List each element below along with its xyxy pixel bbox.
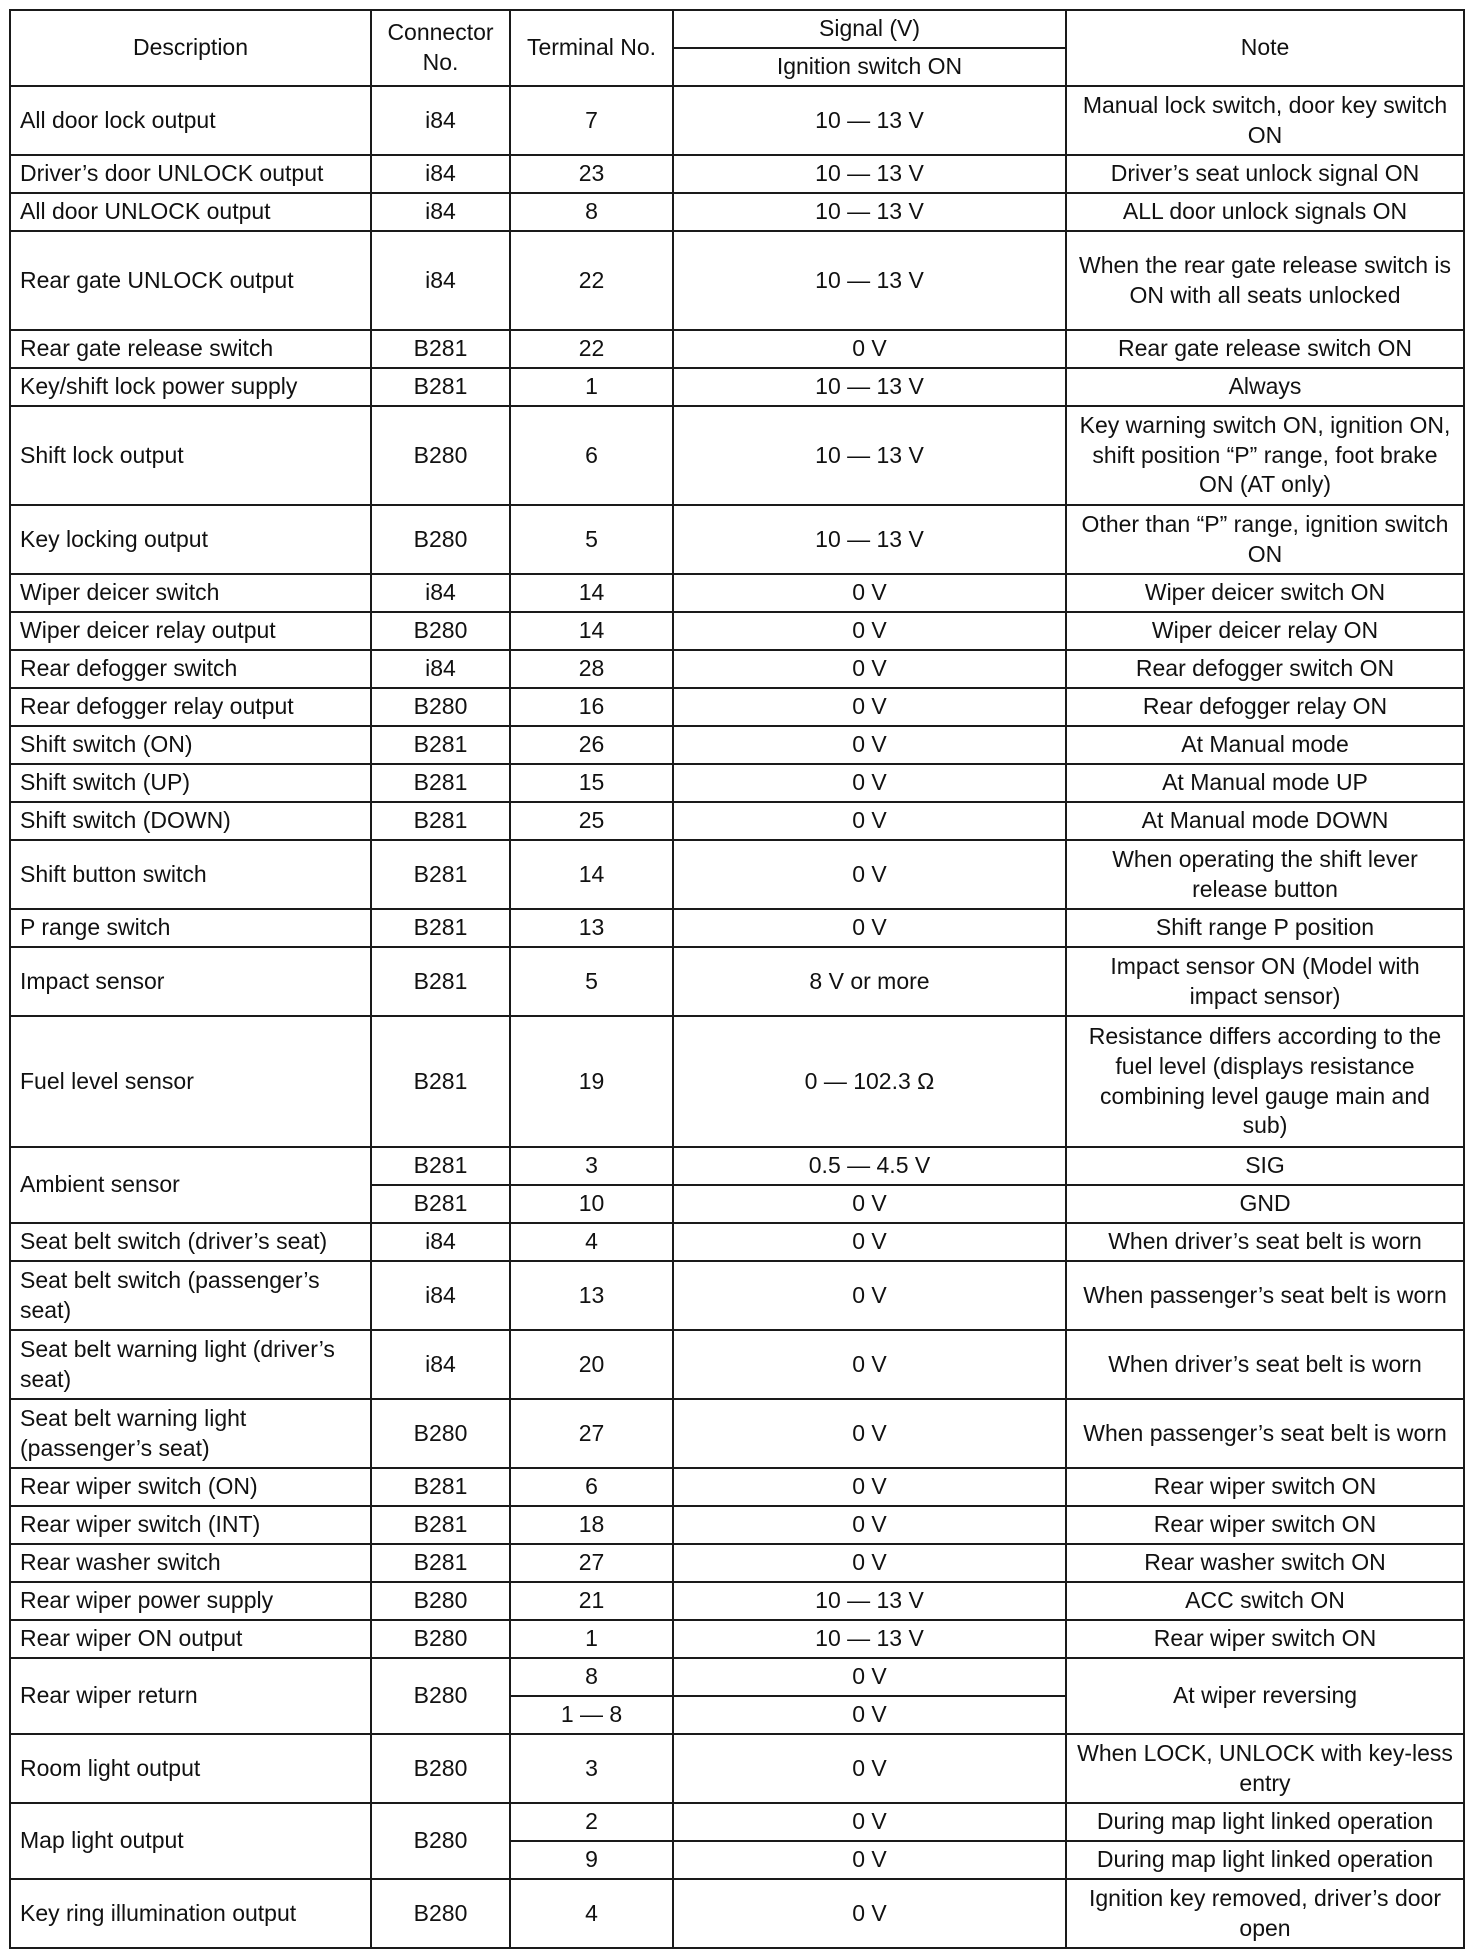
cell-note: Impact sensor ON (Model with impact sensor) (1066, 947, 1464, 1016)
header-signal-condition: Ignition switch ON (673, 48, 1066, 86)
cell-signal: 0 V (673, 1696, 1066, 1734)
cell-terminal: 5 (510, 947, 673, 1016)
cell-description: Rear wiper switch (INT) (10, 1506, 371, 1544)
cell-terminal: 4 (510, 1879, 673, 1948)
cell-note: At Manual mode (1066, 726, 1464, 764)
cell-description: Driver’s door UNLOCK output (10, 155, 371, 193)
cell-connector: B280 (371, 612, 510, 650)
cell-signal: 0 — 102.3 Ω (673, 1016, 1066, 1147)
table-row (10, 1506, 1464, 1544)
table-row (10, 1468, 1464, 1506)
cell-terminal: 28 (510, 650, 673, 688)
cell-note: When LOCK, UNLOCK with key-less entry (1066, 1734, 1464, 1803)
table-row (10, 155, 1464, 193)
table-row (10, 1620, 1464, 1658)
cell-terminal: 6 (510, 406, 673, 505)
cell-terminal: 19 (510, 1016, 673, 1147)
cell-connector: B281 (371, 764, 510, 802)
cell-terminal: 22 (510, 330, 673, 368)
header-connector: Connector No. (371, 10, 510, 86)
cell-note: Rear gate release switch ON (1066, 330, 1464, 368)
cell-signal: 0 V (673, 688, 1066, 726)
cell-note: Rear wiper switch ON (1066, 1468, 1464, 1506)
cell-terminal: 15 (510, 764, 673, 802)
cell-description: Fuel level sensor (10, 1016, 371, 1147)
cell-description: Rear gate release switch (10, 330, 371, 368)
table-row (10, 86, 1464, 155)
cell-signal: 0 V (673, 909, 1066, 947)
cell-connector: B280 (371, 1620, 510, 1658)
cell-connector: i84 (371, 193, 510, 231)
cell-signal: 0 V (673, 1223, 1066, 1261)
cell-connector: B281 (371, 726, 510, 764)
table-row (10, 1016, 1464, 1147)
cell-signal: 10 — 13 V (673, 1582, 1066, 1620)
cell-note: When driver’s seat belt is worn (1066, 1330, 1464, 1399)
cell-terminal: 14 (510, 612, 673, 650)
cell-terminal: 2 (510, 1803, 673, 1841)
table-row (10, 947, 1464, 1016)
cell-description: Shift switch (UP) (10, 764, 371, 802)
cell-connector: B281 (371, 1147, 510, 1185)
cell-connector: i84 (371, 1261, 510, 1330)
cell-connector: B281 (371, 909, 510, 947)
cell-signal: 0.5 — 4.5 V (673, 1147, 1066, 1185)
cell-description: Rear wiper power supply (10, 1582, 371, 1620)
cell-note: ACC switch ON (1066, 1582, 1464, 1620)
cell-description: Shift button switch (10, 840, 371, 909)
table-row (10, 1803, 1464, 1841)
cell-description: Wiper deicer switch (10, 574, 371, 612)
cell-note: Wiper deicer switch ON (1066, 574, 1464, 612)
cell-connector: i84 (371, 1223, 510, 1261)
cell-signal: 0 V (673, 1185, 1066, 1223)
cell-signal: 0 V (673, 1506, 1066, 1544)
cell-note: Rear wiper switch ON (1066, 1620, 1464, 1658)
cell-note: Rear defogger relay ON (1066, 688, 1464, 726)
cell-connector: B281 (371, 1506, 510, 1544)
cell-signal: 10 — 13 V (673, 1620, 1066, 1658)
cell-description: Rear wiper return (10, 1658, 371, 1734)
table-row (10, 1223, 1464, 1261)
cell-description: Rear gate UNLOCK output (10, 231, 371, 330)
terminal-signal-table (9, 9, 1465, 1949)
cell-note: When passenger’s seat belt is worn (1066, 1399, 1464, 1468)
header-note: Note (1066, 10, 1464, 86)
table-row (10, 1147, 1464, 1185)
cell-connector: i84 (371, 1330, 510, 1399)
cell-signal: 0 V (673, 612, 1066, 650)
cell-note: During map light linked operation (1066, 1803, 1464, 1841)
table-row (10, 840, 1464, 909)
cell-terminal: 3 (510, 1147, 673, 1185)
table-row (10, 330, 1464, 368)
cell-connector: B281 (371, 802, 510, 840)
cell-terminal: 16 (510, 688, 673, 726)
cell-signal: 0 V (673, 1803, 1066, 1841)
cell-signal: 0 V (673, 1841, 1066, 1879)
cell-description: Shift switch (DOWN) (10, 802, 371, 840)
table-row (10, 231, 1464, 330)
cell-signal: 10 — 13 V (673, 193, 1066, 231)
cell-terminal: 1 (510, 368, 673, 406)
cell-note: When operating the shift lever release button (1066, 840, 1464, 909)
cell-terminal: 14 (510, 840, 673, 909)
cell-terminal: 21 (510, 1582, 673, 1620)
cell-description: Rear defogger relay output (10, 688, 371, 726)
cell-signal: 10 — 13 V (673, 231, 1066, 330)
table-row (10, 574, 1464, 612)
cell-signal: 0 V (673, 802, 1066, 840)
cell-terminal: 1 (510, 1620, 673, 1658)
table-row (10, 1399, 1464, 1468)
cell-terminal: 26 (510, 726, 673, 764)
cell-signal: 0 V (673, 330, 1066, 368)
cell-note: Shift range P position (1066, 909, 1464, 947)
cell-description: Ambient sensor (10, 1147, 371, 1223)
cell-connector: B281 (371, 330, 510, 368)
cell-note: Rear wiper switch ON (1066, 1506, 1464, 1544)
cell-description: Rear washer switch (10, 1544, 371, 1582)
cell-description: Key/shift lock power supply (10, 368, 371, 406)
cell-terminal: 8 (510, 193, 673, 231)
table-row (10, 406, 1464, 505)
table-row (10, 764, 1464, 802)
cell-description: All door lock output (10, 86, 371, 155)
cell-connector: B280 (371, 688, 510, 726)
cell-description: Seat belt warning light (passenger’s seat) (10, 1399, 371, 1468)
cell-description: Impact sensor (10, 947, 371, 1016)
cell-connector: i84 (371, 574, 510, 612)
cell-terminal: 27 (510, 1544, 673, 1582)
table-row (10, 909, 1464, 947)
cell-terminal: 1 — 8 (510, 1696, 673, 1734)
header-signal: Signal (V) (673, 10, 1066, 48)
cell-signal: 0 V (673, 1468, 1066, 1506)
cell-note: Other than “P” range, ignition switch ON (1066, 505, 1464, 574)
cell-note: When the rear gate release switch is ON with all seats unlocked (1066, 231, 1464, 330)
cell-description: Seat belt switch (passenger’s seat) (10, 1261, 371, 1330)
cell-connector: i84 (371, 650, 510, 688)
cell-note: Manual lock switch, door key switch ON (1066, 86, 1464, 155)
cell-terminal: 22 (510, 231, 673, 330)
cell-description: Rear wiper ON output (10, 1620, 371, 1658)
cell-description: Rear wiper switch (ON) (10, 1468, 371, 1506)
cell-connector: B281 (371, 1468, 510, 1506)
cell-description: Room light output (10, 1734, 371, 1803)
cell-note: GND (1066, 1185, 1464, 1223)
cell-connector: B281 (371, 368, 510, 406)
cell-connector: B280 (371, 1734, 510, 1803)
cell-connector: B280 (371, 1582, 510, 1620)
cell-connector: B281 (371, 947, 510, 1016)
cell-description: Seat belt switch (driver’s seat) (10, 1223, 371, 1261)
cell-description: Key locking output (10, 505, 371, 574)
cell-terminal: 6 (510, 1468, 673, 1506)
table-row (10, 688, 1464, 726)
table-row (10, 1734, 1464, 1803)
cell-description: Shift lock output (10, 406, 371, 505)
cell-terminal: 13 (510, 909, 673, 947)
cell-description: Key ring illumination output (10, 1879, 371, 1948)
cell-signal: 0 V (673, 574, 1066, 612)
cell-terminal: 9 (510, 1841, 673, 1879)
cell-description: P range switch (10, 909, 371, 947)
cell-terminal: 5 (510, 505, 673, 574)
cell-connector: B280 (371, 505, 510, 574)
cell-terminal: 8 (510, 1658, 673, 1696)
table-row (10, 1330, 1464, 1399)
table-row (10, 368, 1464, 406)
cell-terminal: 7 (510, 86, 673, 155)
cell-signal: 0 V (673, 1330, 1066, 1399)
cell-terminal: 14 (510, 574, 673, 612)
cell-description: Seat belt warning light (driver’s seat) (10, 1330, 371, 1399)
cell-note: Rear defogger switch ON (1066, 650, 1464, 688)
cell-signal: 10 — 13 V (673, 406, 1066, 505)
cell-connector: i84 (371, 86, 510, 155)
cell-signal: 0 V (673, 726, 1066, 764)
cell-terminal: 10 (510, 1185, 673, 1223)
cell-note: Always (1066, 368, 1464, 406)
cell-terminal: 18 (510, 1506, 673, 1544)
cell-connector: B280 (371, 1399, 510, 1468)
cell-connector: B281 (371, 1185, 510, 1223)
cell-note: When driver’s seat belt is worn (1066, 1223, 1464, 1261)
cell-signal: 10 — 13 V (673, 155, 1066, 193)
cell-description: Map light output (10, 1803, 371, 1879)
cell-signal: 0 V (673, 650, 1066, 688)
table-row (10, 193, 1464, 231)
cell-connector: B280 (371, 406, 510, 505)
cell-note: Ignition key removed, driver’s door open (1066, 1879, 1464, 1948)
table-row (10, 1658, 1464, 1696)
cell-note: Wiper deicer relay ON (1066, 612, 1464, 650)
table-row (10, 802, 1464, 840)
cell-signal: 0 V (673, 1544, 1066, 1582)
cell-signal: 10 — 13 V (673, 368, 1066, 406)
cell-connector: B281 (371, 840, 510, 909)
cell-terminal: 20 (510, 1330, 673, 1399)
table-row (10, 612, 1464, 650)
cell-description: All door UNLOCK output (10, 193, 371, 231)
cell-note: Key warning switch ON, ignition ON, shift position “P” range, foot brake ON (AT only) (1066, 406, 1464, 505)
cell-signal: 0 V (673, 1658, 1066, 1696)
cell-terminal: 13 (510, 1261, 673, 1330)
table-row (10, 1261, 1464, 1330)
cell-note: When passenger’s seat belt is worn (1066, 1261, 1464, 1330)
cell-connector: B281 (371, 1016, 510, 1147)
cell-signal: 0 V (673, 1879, 1066, 1948)
cell-signal: 0 V (673, 764, 1066, 802)
header-row (10, 10, 1464, 48)
cell-description: Wiper deicer relay output (10, 612, 371, 650)
cell-terminal: 23 (510, 155, 673, 193)
cell-description: Rear defogger switch (10, 650, 371, 688)
cell-connector: i84 (371, 231, 510, 330)
header-terminal: Terminal No. (510, 10, 673, 86)
cell-signal: 0 V (673, 1734, 1066, 1803)
table-row (10, 505, 1464, 574)
cell-connector: B281 (371, 1544, 510, 1582)
table-row (10, 726, 1464, 764)
cell-note: SIG (1066, 1147, 1464, 1185)
table-row (10, 1544, 1464, 1582)
table-row (10, 1879, 1464, 1948)
cell-signal: 0 V (673, 1399, 1066, 1468)
cell-note: At Manual mode DOWN (1066, 802, 1464, 840)
cell-note: Rear washer switch ON (1066, 1544, 1464, 1582)
table-row (10, 1582, 1464, 1620)
cell-connector: B280 (371, 1879, 510, 1948)
cell-signal: 0 V (673, 840, 1066, 909)
cell-signal: 10 — 13 V (673, 86, 1066, 155)
cell-signal: 0 V (673, 1261, 1066, 1330)
cell-terminal: 4 (510, 1223, 673, 1261)
table-row (10, 650, 1464, 688)
cell-terminal: 3 (510, 1734, 673, 1803)
cell-note: During map light linked operation (1066, 1841, 1464, 1879)
cell-note: ALL door unlock signals ON (1066, 193, 1464, 231)
cell-terminal: 25 (510, 802, 673, 840)
cell-note: At wiper reversing (1066, 1658, 1464, 1734)
cell-connector: B280 (371, 1803, 510, 1879)
cell-connector: B280 (371, 1658, 510, 1734)
cell-signal: 8 V or more (673, 947, 1066, 1016)
cell-connector: i84 (371, 155, 510, 193)
cell-note: Driver’s seat unlock signal ON (1066, 155, 1464, 193)
cell-note: At Manual mode UP (1066, 764, 1464, 802)
cell-note: Resistance differs according to the fuel level (displays resistance combining level gauge main and sub) (1066, 1016, 1464, 1147)
cell-terminal: 27 (510, 1399, 673, 1468)
cell-description: Shift switch (ON) (10, 726, 371, 764)
cell-signal: 10 — 13 V (673, 505, 1066, 574)
header-description: Description (10, 10, 371, 86)
